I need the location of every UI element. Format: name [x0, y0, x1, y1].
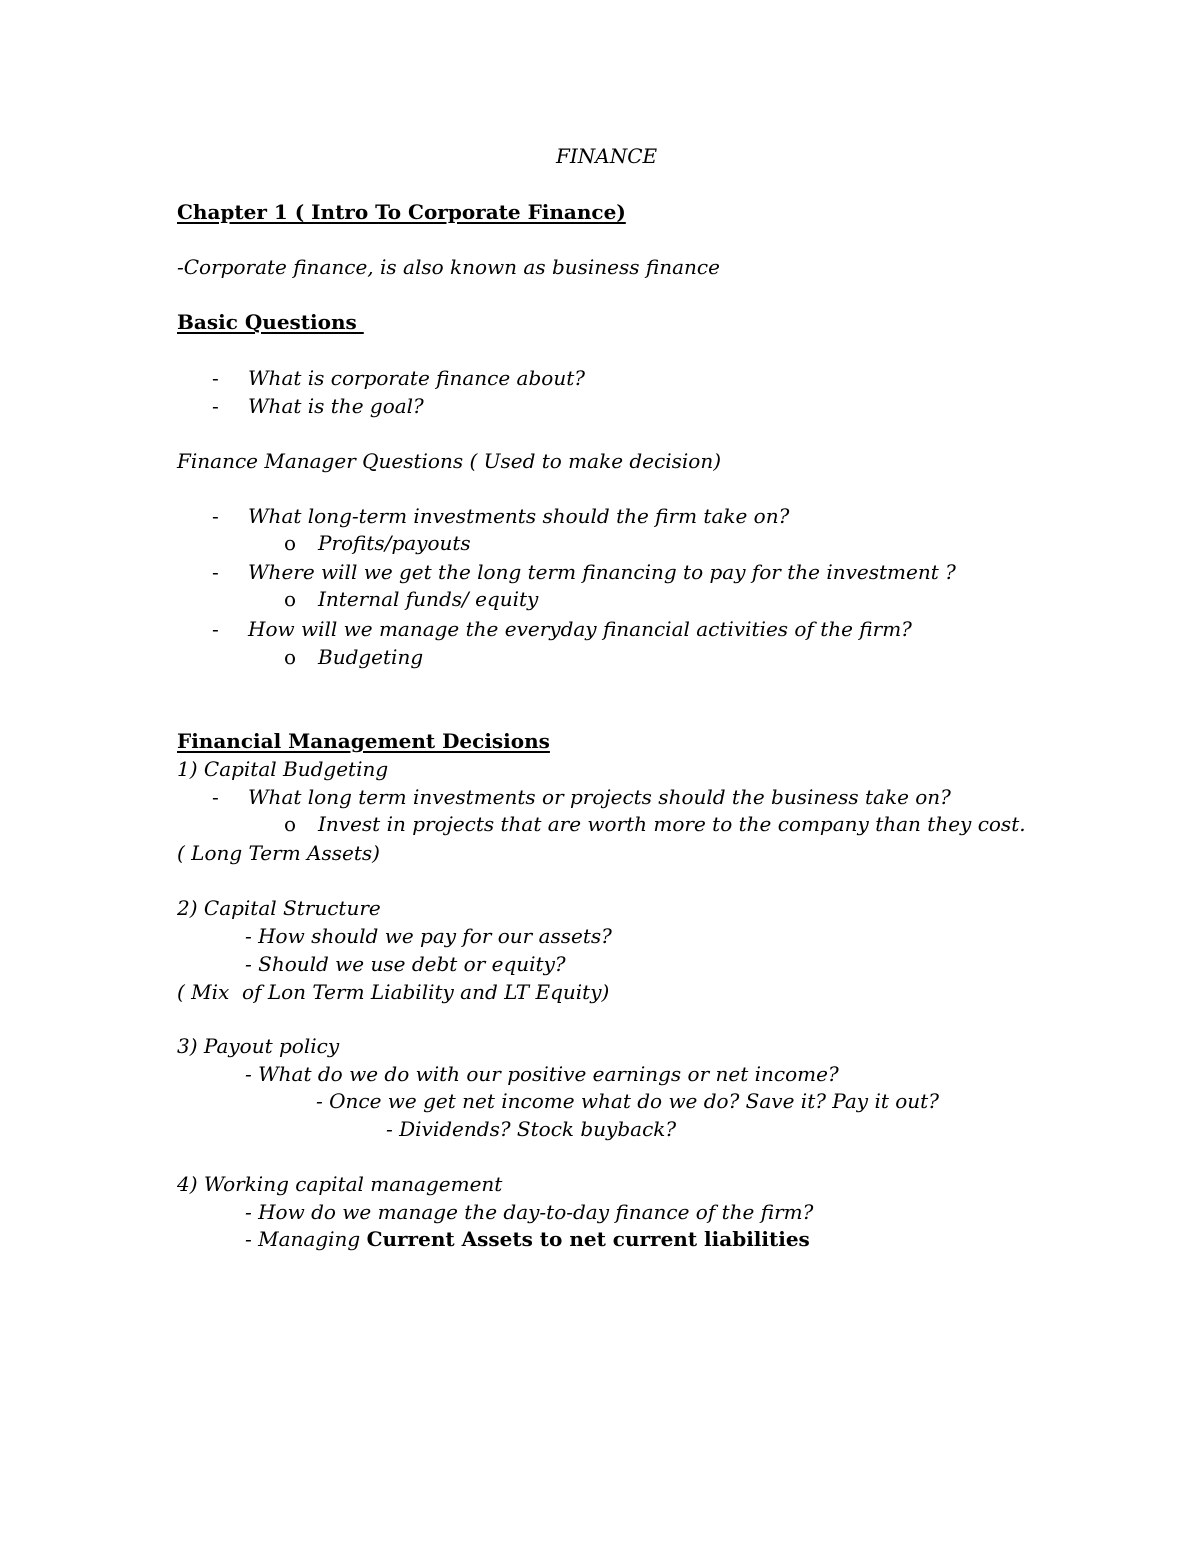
circle-bullet: o [284, 587, 297, 611]
capital-structure-title: 2) Capital Structure [177, 896, 381, 920]
dash-bullet: - [212, 394, 219, 418]
working-capital-line: - How do we manage the day-to-day finance of the firm? [245, 1200, 814, 1224]
working-capital-prefix: - Managing [245, 1227, 367, 1251]
chapter-heading: Chapter 1 ( Intro To Corporate Finance) [177, 200, 626, 224]
payout-policy-line: - What do we do with our positive earnings or net income? [245, 1062, 839, 1086]
capital-budgeting-question: What long term investments or projects should the business take on? [248, 785, 951, 809]
decisions-heading: Financial Management Decisions [177, 729, 550, 753]
capital-structure-line: - Should we use debt or equity? [245, 952, 566, 976]
intro-line: -Corporate finance, is also known as business finance [177, 255, 720, 279]
manager-question-item: How will we manage the everyday financial activities of the firm? [248, 617, 912, 641]
manager-question-sub: Internal funds/ equity [318, 587, 539, 611]
payout-policy-title: 3) Payout policy [177, 1034, 340, 1058]
payout-policy-line: - Dividends? Stock buyback? [386, 1117, 677, 1141]
document-title: FINANCE [556, 144, 658, 168]
dash-bullet: - [212, 560, 219, 584]
working-capital-line [245, 1225, 810, 1253]
working-capital-bold: Current Assets to net current liabilities [366, 1227, 810, 1251]
manager-question-sub: Budgeting [318, 645, 424, 669]
dash-bullet: - [212, 366, 219, 390]
basic-question-item: What is the goal? [248, 394, 424, 418]
capital-budgeting-sub: Invest in projects that are worth more to the company than they cost. [318, 812, 1026, 836]
working-capital-title: 4) Working capital management [177, 1172, 503, 1196]
manager-question-item: Where will we get the long term financing to pay for the investment ? [248, 560, 956, 584]
capital-budgeting-title: 1) Capital Budgeting [177, 757, 389, 781]
basic-question-item: What is corporate finance about? [248, 366, 585, 390]
payout-policy-line: - Once we get net income what do we do? Save it? Pay it out? [316, 1089, 939, 1113]
basic-questions-heading: Basic Questions [177, 310, 364, 334]
capital-structure-line: - How should we pay for our assets? [245, 924, 612, 948]
capital-budgeting-note: ( Long Term Assets) [177, 841, 380, 865]
capital-structure-note: ( Mix of Lon Term Liability and LT Equity) [177, 980, 610, 1004]
circle-bullet: o [284, 645, 297, 669]
circle-bullet: o [284, 812, 297, 836]
circle-bullet: o [284, 531, 297, 555]
manager-question-item: What long-term investments should the firm take on? [248, 504, 790, 528]
manager-question-sub: Profits/payouts [318, 531, 471, 555]
manager-questions-heading: Finance Manager Questions ( Used to make decision) [177, 449, 722, 473]
dash-bullet: - [212, 504, 219, 528]
dash-bullet: - [212, 617, 219, 641]
dash-bullet: - [212, 785, 219, 809]
